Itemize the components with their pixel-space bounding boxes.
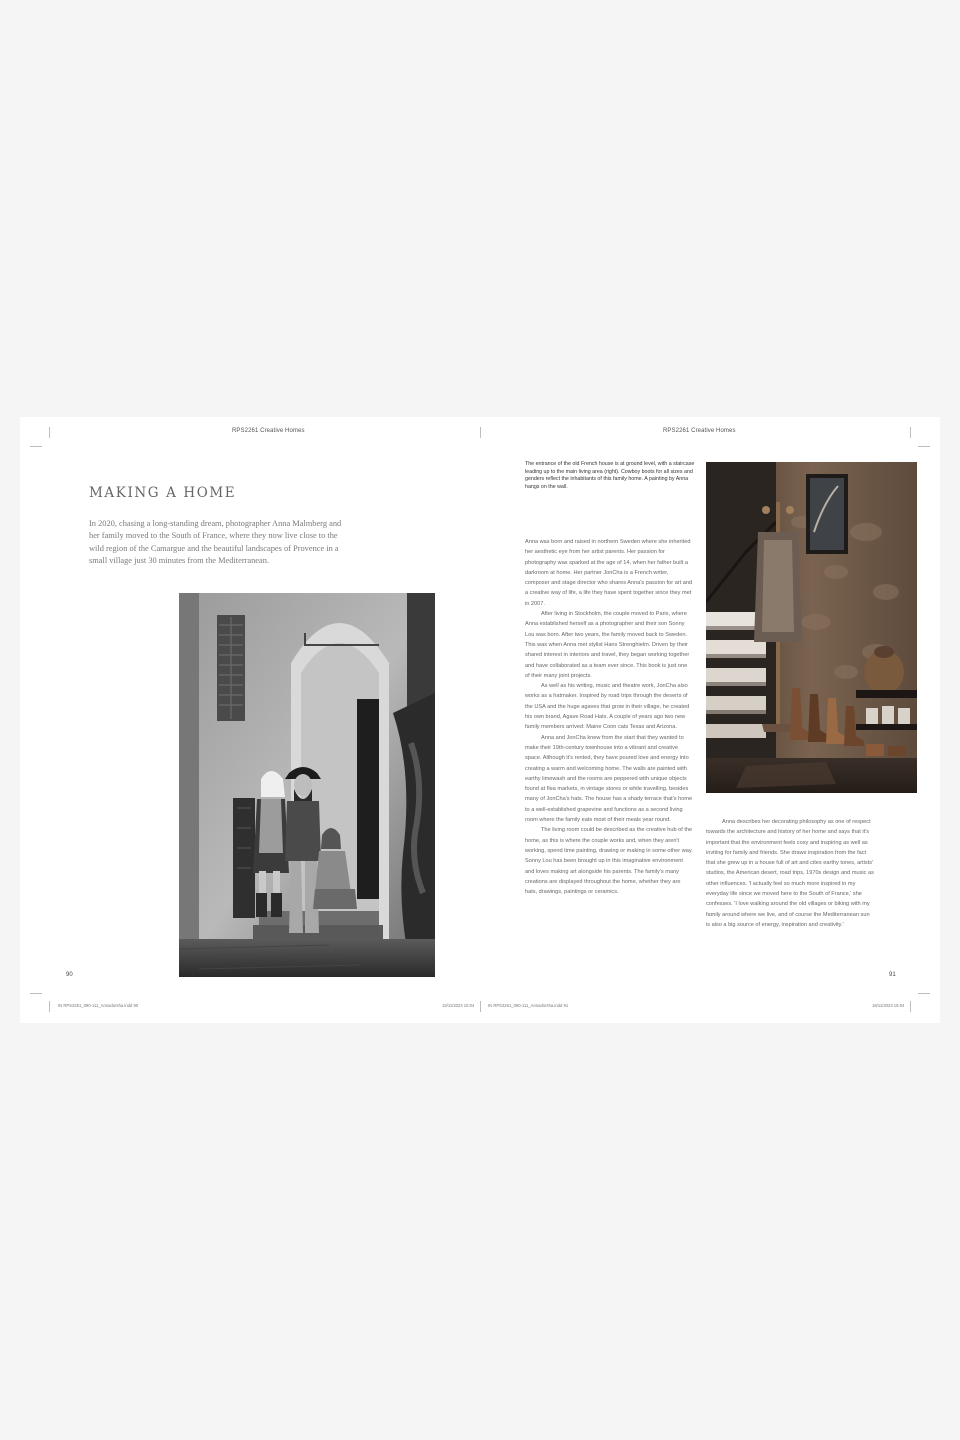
print-slug-right-date: 19/11/2023 15:04: [872, 1003, 905, 1008]
intro-paragraph: In 2020, chasing a long-standing dream, photographer Anna Malmberg and her family moved to the South of France, where they now live close to the wild region of the Camargue and the beautiful landscapes of Provence in a small village just 30 minutes from the Mediterranean.: [89, 519, 342, 566]
crop-mark: [480, 427, 481, 438]
body-column-1: [525, 537, 693, 897]
body-paragraph: The living room could be described as the creative hub of the home, as this is where the couple works and, when they aren't working, spend time painting, drawing or making in some other way. Sonny Lou has been brought up in this imaginative environment and loves making art alongside his parents. The family's many creations are displayed throughout the home, whether they are hats, drawings, paintings or ceramics.: [525, 827, 693, 896]
family-doorway-image: [179, 593, 435, 977]
crop-mark: [910, 427, 911, 438]
page-title: MAKING A HOME: [89, 485, 237, 501]
crop-mark: [480, 1001, 481, 1012]
body-column-2: [706, 817, 874, 930]
crop-mark: [918, 993, 930, 994]
body-paragraph: Anna describes her decorating philosophy as one of respect towards the architecture and history of her home and says that it's important that the environment feels cosy and inspiring as well as inviting for family and friends. She draws inspiration from the fact that she grew up in a house full of art and cites earthy tones, artists' studios, the American desert, road trips, 1970s design and music as other influences. 'I actually feel so much more inspired in my everyday life since we moved here to the South of France,' she confesses. 'I love walking around the old villages or biking with my family around where we live, and of course the Mediterranean sun is also a big source of energy, inspiration and creativity.': [706, 819, 874, 928]
running-head-right: RPS2261 Creative Homes: [663, 428, 736, 434]
page-number-right: 91: [889, 972, 896, 978]
staircase-boots-image: [706, 462, 917, 793]
crop-mark: [30, 993, 42, 994]
crop-mark: [49, 1001, 50, 1012]
book-spread: [20, 417, 940, 1023]
print-slug-left-date: 19/11/2023 15:04: [442, 1003, 475, 1008]
crop-mark: [918, 446, 930, 447]
body-paragraph: Anna was born and raised in northern Sweden where she inherited her aesthetic eye from her artist parents. Her passion for photography was sparked at the age of 14, when her father built a darkroom at home. Her partner JonCha is a French writer, composer and stage director who shares Anna's passion for art and a creative way of life, a life they have spent together since they met in 2007.: [525, 539, 693, 607]
photo-caption: The entrance of the old French house is at ground level, with a staircase leading up to the main living area (right). Cowboy boots for all sizes and genders reflect the inhabitants of this family home. A painting by Anna hangs on the wall.: [525, 461, 695, 490]
body-paragraph: As well as his writing, music and theatre work, JonCha also works as a hatmaker. Inspired by road trips through the deserts of the USA and the huge agaves that grow in their village, he created his own brand, Agave Road Hats. A couple of years ago two new family members arrived: Maine Coon cats Texas and Arizona.: [525, 683, 690, 731]
running-head-left: RPS2261 Creative Homes: [232, 428, 305, 434]
body-paragraph: After living in Stockholm, the couple moved to Paris, where Anna established herself as a photographer and their son Sonny Lou was born. After two years, the family moved back to Sweden. This was when Anna met stylist Hans Strenghielm. Driven by their shared interest in interiors and travel, they began working together and have collaborated as a team ever since. This book is just one of their many joint projects.: [525, 611, 690, 679]
print-slug-left-file: IN RPS2261_090-111_Annadorsha.indd 90: [58, 1003, 139, 1008]
print-slug-right-file: IN RPS2261_090-111_Annadorsha.indd 91: [488, 1003, 569, 1008]
body-paragraph: Anna and JonCha knew from the start that they wanted to make their 19th-century townhouse into a vibrant and creative space. Although it's rented, they have poured love and energy into creating a warm and welcoming home. The walls are painted with earthy limewash and the rooms are peppered with unique objects found at flea markets, in vintage stores or while travelling, besides many of JonCha's hats. The house has a shady terrace that's home to a well-established grapevine and functions as a second living room where the family eats most of their meals year round.: [525, 734, 693, 824]
staircase-photo: [706, 462, 917, 793]
crop-mark: [49, 427, 50, 438]
family-photo: [179, 593, 435, 977]
crop-mark: [30, 446, 42, 447]
crop-mark: [910, 1001, 911, 1012]
page-number-left: 90: [66, 972, 73, 978]
